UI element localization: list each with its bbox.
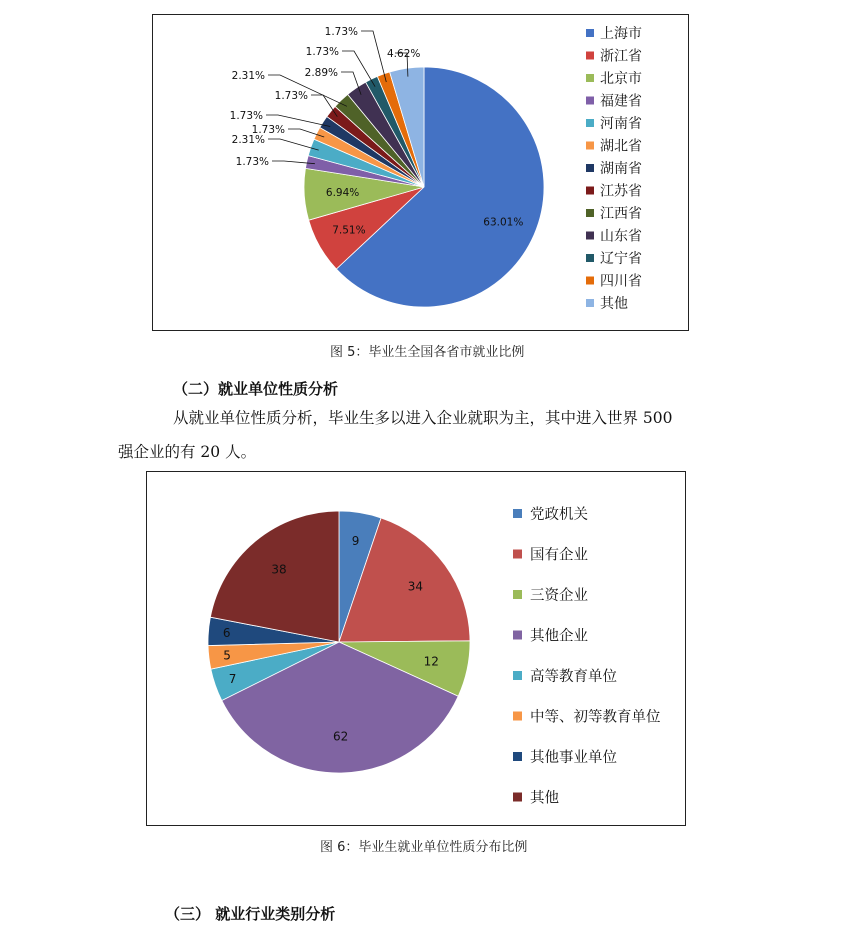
fig5-data-label-11: 1.73% bbox=[324, 26, 358, 38]
fig6-legend-swatch-6 bbox=[513, 752, 522, 761]
fig5-legend-swatch-7 bbox=[586, 187, 594, 195]
fig6-legend-label-6: 其他事业单位 bbox=[530, 750, 617, 766]
fig6-legend-label-0: 党政机关 bbox=[530, 507, 588, 523]
fig5-data-label-3: 1.73% bbox=[235, 156, 269, 168]
fig6-legend-swatch-1 bbox=[513, 550, 522, 559]
fig5-legend-label-8: 江西省 bbox=[600, 206, 642, 222]
figure5-pie-chart bbox=[153, 15, 687, 329]
figure6-caption: 图 6：毕业生就业单位性质分布比例 bbox=[320, 840, 528, 855]
fig5-legend-swatch-1 bbox=[586, 52, 594, 60]
section2-paragraph-line1: 从就业单位性质分析，毕业生多以进入企业就职为主，其中进入世界 500 bbox=[173, 409, 673, 427]
fig5-legend-label-10: 辽宁省 bbox=[600, 251, 642, 267]
fig5-data-label-2: 6.94% bbox=[325, 187, 360, 200]
fig5-legend-swatch-9 bbox=[586, 232, 594, 240]
fig6-data-label-4: 7 bbox=[228, 672, 237, 687]
fig5-data-label-12: 4.62% bbox=[387, 48, 421, 60]
fig5-legend-label-9: 山东省 bbox=[600, 228, 642, 245]
section3-heading: （三） 就业行业类别分析 bbox=[165, 905, 336, 923]
fig5-data-label-1: 7.51% bbox=[332, 224, 366, 237]
fig5-legend-label-4: 河南省 bbox=[600, 116, 642, 132]
fig5-legend-label-0: 上海市 bbox=[600, 26, 642, 42]
fig5-data-label-0: 63.01% bbox=[483, 216, 524, 229]
fig5-legend-swatch-4 bbox=[586, 119, 594, 127]
fig5-data-label-4: 2.31% bbox=[231, 134, 265, 146]
fig6-legend-swatch-0 bbox=[513, 509, 522, 518]
fig5-legend-swatch-0 bbox=[586, 29, 594, 37]
fig6-legend-swatch-7 bbox=[513, 793, 522, 802]
fig5-legend-label-1: 浙江省 bbox=[600, 48, 642, 65]
fig6-data-label-0: 9 bbox=[351, 534, 360, 549]
fig6-legend-swatch-2 bbox=[513, 590, 522, 599]
fig5-legend-label-7: 江苏省 bbox=[600, 183, 642, 200]
fig5-legend-swatch-11 bbox=[586, 277, 594, 285]
fig5-data-label-7: 1.73% bbox=[274, 90, 308, 102]
figure5-caption: 图 5：毕业生全国各省市就业比例 bbox=[330, 345, 525, 360]
figure6-pie-chart bbox=[147, 472, 684, 824]
fig5-legend-swatch-6 bbox=[586, 164, 594, 172]
fig5-legend-swatch-3 bbox=[586, 97, 594, 105]
section2-heading: （二）就业单位性质分析 bbox=[173, 380, 339, 398]
fig5-legend-label-2: 北京市 bbox=[600, 71, 642, 87]
fig6-data-label-5: 5 bbox=[223, 648, 231, 663]
fig6-legend-swatch-5 bbox=[513, 712, 522, 721]
fig5-data-label-9: 2.89% bbox=[304, 67, 338, 79]
fig6-legend-label-5: 中等、初等教育单位 bbox=[530, 709, 661, 726]
fig5-legend-swatch-10 bbox=[586, 254, 594, 262]
fig6-data-label-2: 12 bbox=[423, 654, 439, 669]
fig5-data-label-8: 2.31% bbox=[231, 70, 265, 82]
fig5-legend-swatch-5 bbox=[586, 142, 594, 150]
fig6-data-label-1: 34 bbox=[407, 579, 424, 594]
fig6-legend-swatch-4 bbox=[513, 671, 522, 680]
fig5-legend-label-5: 湖北省 bbox=[600, 138, 642, 155]
fig5-data-label-10: 1.73% bbox=[305, 46, 339, 58]
fig5-legend-swatch-2 bbox=[586, 74, 594, 82]
fig5-legend-label-6: 湖南省 bbox=[600, 161, 642, 177]
fig5-legend-label-3: 福建省 bbox=[600, 93, 642, 110]
fig6-legend-label-1: 国有企业 bbox=[530, 547, 588, 564]
fig5-legend-label-12: 其他 bbox=[600, 296, 628, 312]
fig6-data-label-6: 6 bbox=[222, 625, 231, 640]
fig5-data-label-5: 1.73% bbox=[251, 124, 285, 136]
fig5-legend-label-11: 四川省 bbox=[600, 273, 642, 290]
fig5-legend-swatch-12 bbox=[586, 299, 594, 307]
section2-paragraph-line2: 强企业的有 20 人。 bbox=[118, 443, 257, 461]
fig6-data-label-7: 38 bbox=[271, 562, 287, 577]
fig6-data-label-3: 62 bbox=[333, 729, 349, 744]
fig5-legend-swatch-8 bbox=[586, 209, 594, 217]
fig6-legend-label-3: 其他企业 bbox=[530, 628, 588, 645]
fig6-legend-swatch-3 bbox=[513, 631, 522, 640]
fig6-legend-label-7: 其他 bbox=[530, 790, 559, 807]
fig6-legend-label-4: 高等教育单位 bbox=[530, 669, 617, 685]
fig5-data-label-6: 1.73% bbox=[229, 110, 263, 122]
figure6-chart-frame bbox=[146, 471, 686, 826]
figure5-chart-frame bbox=[152, 14, 689, 331]
fig6-legend-label-2: 三资企业 bbox=[530, 588, 588, 604]
